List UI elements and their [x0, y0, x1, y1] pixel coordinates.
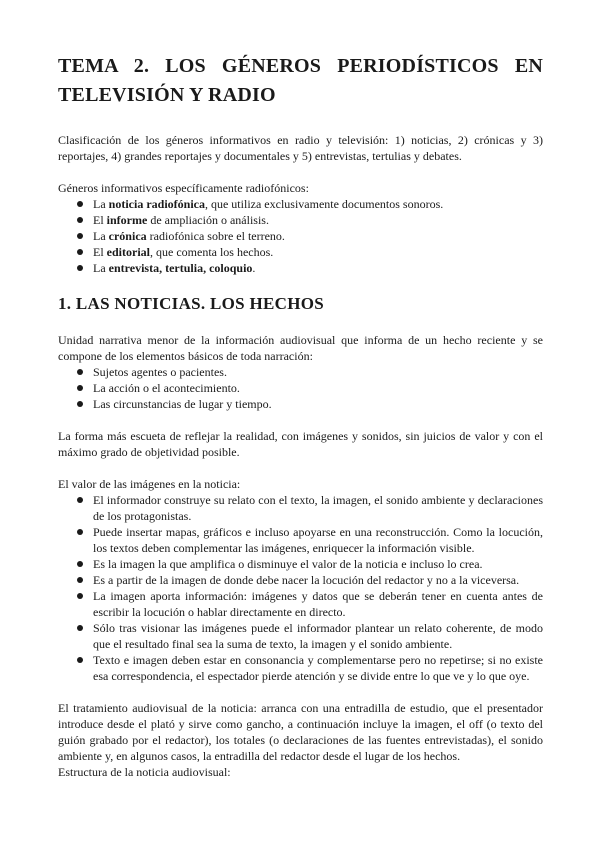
list-item: Es a partir de la imagen de donde debe nacer la locución del redactor y no a la viceversa.: [58, 572, 543, 588]
intro-paragraph: Clasificación de los géneros informativos en radio y televisión: 1) noticias, 2) crónicas y 3) reportajes, 4) grandes reportajes y documentales y 5) entrevistas, tertulias y debates.: [58, 133, 543, 163]
imagenes-heading: El valor de las imágenes en la noticia:: [58, 477, 241, 491]
list-item: Texto e imagen deben estar en consonancia y complementarse pero no repetirse; si no existe esa correspondencia, el espectador pierde atención y se divide entre lo que ve y lo que oye.: [58, 652, 543, 684]
list-item: La acción o el acontecimiento.: [58, 380, 543, 396]
list-item: El informe de ampliación o análisis.: [58, 212, 543, 228]
list-item: Sujetos agentes o pacientes.: [58, 364, 543, 380]
definition-paragraph: Unidad narrativa menor de la información audiovisual que informa de un hecho reciente y se compone de los elementos básicos de toda narración:: [58, 333, 543, 363]
imagenes-list: [58, 492, 543, 684]
list-item: Sólo tras visionar las imágenes puede el informador plantear un relato coherente, de modo que el resultado final sea la suma de texto, la imagen y el sonido ambiente.: [58, 620, 543, 652]
list-item: La crónica radiofónica sobre el terreno.: [58, 228, 543, 244]
list-item: La entrevista, tertulia, coloquio.: [58, 260, 543, 276]
section-heading: 1. LAS NOTICIAS. LOS HECHOS: [58, 294, 325, 313]
narrative-elements-list: [58, 364, 543, 412]
list-item: Es la imagen la que amplifica o disminuye el valor de la noticia e incluso lo crea.: [58, 556, 543, 572]
list-item: Las circunstancias de lugar y tiempo.: [58, 396, 543, 412]
tratamiento-paragraph: El tratamiento audiovisual de la noticia: arranca con una entradilla de estudio, que el presentador introduce desde el plató y sirve como gancho, a continuación incluye la imagen, el off (o texto del guión grabado por el redactor), los totales (o declaraciones de las fuentes entrevistadas), el sonido ambiente y, en algunos casos, la entradilla del redactor desde el lugar de los hechos.: [58, 701, 543, 763]
radio-genres-list: [58, 196, 543, 276]
list-item: La noticia radiofónica, que utiliza exclusivamente documentos sonoros.: [58, 196, 543, 212]
list-item: Puede insertar mapas, gráficos e incluso apoyarse en una reconstrucción. Como la locución, los textos deben complementar las imágenes, enriquecer la información visible.: [58, 524, 543, 556]
list-item: La imagen aporta información: imágenes y datos que se deberán tener en cuenta antes de escribir la locución o hablar directamente en directo.: [58, 588, 543, 620]
list-item: El editorial, que comenta los hechos.: [58, 244, 543, 260]
forma-paragraph: La forma más escueta de reflejar la realidad, con imágenes y sonidos, sin juicios de valor y con el máximo grado de objetividad posible.: [58, 429, 543, 459]
estructura-heading: Estructura de la noticia audiovisual:: [58, 765, 231, 779]
page-title: TEMA 2. LOS GÉNEROS PERIODÍSTICOS EN TELEVISIÓN Y RADIO: [58, 55, 543, 106]
list-item: El informador construye su relato con el texto, la imagen, el sonido ambiente y declaraciones de los protagonistas.: [58, 492, 543, 524]
radio-genres-heading: Géneros informativos específicamente radiofónicos:: [58, 181, 309, 195]
